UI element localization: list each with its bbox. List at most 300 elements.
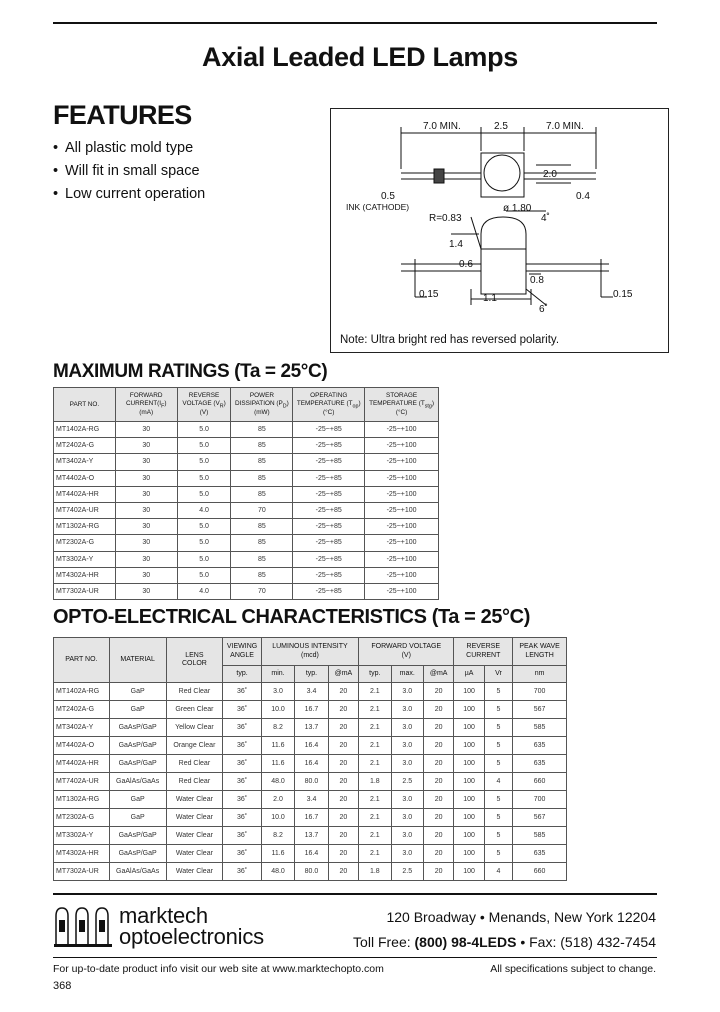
value-cell: GaAsP/GaP <box>109 755 166 773</box>
value-cell: 30 <box>115 438 177 454</box>
ratings-heading: MAXIMUM RATINGS (Ta = 25°C) <box>53 361 328 382</box>
value-cell: 30 <box>115 422 177 438</box>
value-cell: -25~+100 <box>365 567 439 583</box>
value-cell: 20 <box>423 755 453 773</box>
toll-free-number: (800) 98-4LEDS <box>414 934 517 950</box>
value-cell: 2.1 <box>359 827 391 845</box>
opto-row <box>54 701 567 719</box>
value-cell: 48.0 <box>261 773 294 791</box>
dim-label: 0.4 <box>576 191 590 202</box>
value-cell: Red Clear <box>166 683 223 701</box>
value-cell: -25~+85 <box>293 422 365 438</box>
value-cell: 2.1 <box>359 701 391 719</box>
part-number-cell: MT4302A-HR <box>54 567 116 583</box>
value-cell: -25~+100 <box>365 583 439 599</box>
ratings-row <box>54 454 439 470</box>
value-cell: 85 <box>231 519 293 535</box>
value-cell: 8.2 <box>261 719 294 737</box>
value-cell: GaP <box>109 809 166 827</box>
value-cell: 85 <box>231 486 293 502</box>
part-number-cell: MT7302A-UR <box>54 863 110 881</box>
value-cell: 20 <box>328 719 358 737</box>
value-cell: 2.1 <box>359 791 391 809</box>
value-cell: 635 <box>513 845 567 863</box>
opto-col-material: MATERIAL <box>109 638 166 683</box>
value-cell: 1.8 <box>359 863 391 881</box>
led-dimension-drawing <box>331 109 670 354</box>
ratings-col-power: POWER DISSIPATION $(P_D)$ (mW) <box>231 388 293 422</box>
footer-rule <box>53 893 657 895</box>
value-cell: 2.1 <box>359 809 391 827</box>
company-address: 120 Broadway • Menands, New York 12204 <box>386 909 656 925</box>
value-cell: 8.2 <box>261 827 294 845</box>
opto-sub: typ. <box>359 666 391 683</box>
value-cell: 5 <box>484 827 512 845</box>
value-cell: 2.5 <box>391 773 423 791</box>
value-cell: 3.0 <box>391 755 423 773</box>
value-cell: Red Clear <box>166 773 223 791</box>
part-number-cell: MT4402A-HR <box>54 486 116 502</box>
opto-sub: nm <box>513 666 567 683</box>
value-cell: 100 <box>454 683 484 701</box>
value-cell: 3.0 <box>391 845 423 863</box>
ratings-col-operating: OPERATING TEMPERATURE $(T_{op})$ (°C) <box>293 388 365 422</box>
part-number-cell: MT4402A-O <box>54 470 116 486</box>
opto-col-part: PART NO. <box>54 638 110 683</box>
value-cell: 635 <box>513 755 567 773</box>
value-cell: -25~+85 <box>293 454 365 470</box>
value-cell: Water Clear <box>166 791 223 809</box>
value-cell: 5.0 <box>177 486 231 502</box>
dim-label: 0.5 <box>381 191 395 202</box>
value-cell: 16.4 <box>295 755 328 773</box>
value-cell: 20 <box>423 791 453 809</box>
value-cell: 20 <box>423 683 453 701</box>
value-cell: 2.5 <box>391 863 423 881</box>
value-cell: 3.4 <box>295 683 328 701</box>
value-cell: 48.0 <box>261 863 294 881</box>
value-cell: 3.0 <box>391 791 423 809</box>
value-cell: GaAsP/GaP <box>109 719 166 737</box>
part-number-cell: MT7302A-UR <box>54 583 116 599</box>
ratings-col-part: PART NO. <box>54 388 116 422</box>
value-cell: 5 <box>484 719 512 737</box>
opto-col-forward: FORWARD VOLTAGE (V) <box>359 638 454 666</box>
part-number-cell: MT1302A-RG <box>54 519 116 535</box>
opto-sub: typ. <box>295 666 328 683</box>
value-cell: 635 <box>513 737 567 755</box>
dim-label: 0.8 <box>530 275 544 286</box>
value-cell: 100 <box>454 737 484 755</box>
bullet-icon: • <box>53 163 59 179</box>
opto-sub-viewing: typ. <box>223 666 262 683</box>
value-cell: 11.6 <box>261 845 294 863</box>
opto-header-row <box>54 638 567 666</box>
value-cell: 2.1 <box>359 737 391 755</box>
value-cell: -25~+85 <box>293 567 365 583</box>
feature-item: • All plastic mold type <box>53 140 194 156</box>
value-cell: 100 <box>454 719 484 737</box>
dim-label: 0.15 <box>613 289 633 300</box>
value-cell: 5.0 <box>177 551 231 567</box>
value-cell: 85 <box>231 422 293 438</box>
value-cell: GaP <box>109 683 166 701</box>
dimension-diagram <box>330 108 669 353</box>
value-cell: 10.0 <box>261 809 294 827</box>
value-cell: -25~+85 <box>293 438 365 454</box>
dim-label: 0.15 <box>419 289 439 300</box>
value-cell: Water Clear <box>166 827 223 845</box>
value-cell: 36˚ <box>223 773 262 791</box>
value-cell: 20 <box>423 809 453 827</box>
value-cell: 700 <box>513 791 567 809</box>
value-cell: 5.0 <box>177 519 231 535</box>
value-cell: 3.0 <box>261 683 294 701</box>
value-cell: 3.0 <box>391 719 423 737</box>
dim-label: 4˚ <box>541 213 550 224</box>
value-cell: 10.0 <box>261 701 294 719</box>
value-cell: 36˚ <box>223 701 262 719</box>
page-number: 368 <box>53 980 72 992</box>
value-cell: 20 <box>328 827 358 845</box>
dim-label: 0.6 <box>459 259 473 270</box>
value-cell: -25~+85 <box>293 551 365 567</box>
value-cell: 30 <box>115 519 177 535</box>
value-cell: 5 <box>484 755 512 773</box>
value-cell: 85 <box>231 567 293 583</box>
ratings-row <box>54 583 439 599</box>
value-cell: 2.1 <box>359 683 391 701</box>
dim-label: INK (CATHODE) <box>346 202 410 212</box>
value-cell: 30 <box>115 502 177 518</box>
opto-col-peak: PEAK WAVE LENGTH <box>513 638 567 666</box>
value-cell: 2.1 <box>359 845 391 863</box>
value-cell: 30 <box>115 583 177 599</box>
opto-row <box>54 719 567 737</box>
value-cell: 36˚ <box>223 719 262 737</box>
value-cell: 4 <box>484 863 512 881</box>
opto-sub: Vr <box>484 666 512 683</box>
value-cell: GaAsP/GaP <box>109 827 166 845</box>
dim-label: 6˚ <box>539 304 548 315</box>
value-cell: 16.7 <box>295 701 328 719</box>
part-number-cell: MT2302A-G <box>54 535 116 551</box>
value-cell: 20 <box>423 863 453 881</box>
value-cell: 30 <box>115 486 177 502</box>
value-cell: 5.0 <box>177 422 231 438</box>
value-cell: 85 <box>231 535 293 551</box>
value-cell: -25~+100 <box>365 551 439 567</box>
opto-sub: min. <box>261 666 294 683</box>
ratings-body <box>54 422 439 600</box>
value-cell: 30 <box>115 454 177 470</box>
value-cell: 2.1 <box>359 719 391 737</box>
value-cell: Red Clear <box>166 755 223 773</box>
value-cell: 660 <box>513 773 567 791</box>
value-cell: 2.0 <box>261 791 294 809</box>
website-note: For up-to-date product info visit our web site at www.marktechopto.com <box>53 963 384 975</box>
value-cell: 5 <box>484 737 512 755</box>
dim-label: 1.1 <box>483 293 497 304</box>
value-cell: -25~+100 <box>365 438 439 454</box>
value-cell: 36˚ <box>223 863 262 881</box>
value-cell: 3.0 <box>391 827 423 845</box>
value-cell: 585 <box>513 719 567 737</box>
part-number-cell: MT7402A-UR <box>54 773 110 791</box>
value-cell: -25~+100 <box>365 486 439 502</box>
value-cell: 85 <box>231 454 293 470</box>
ratings-row <box>54 567 439 583</box>
value-cell: 80.0 <box>295 863 328 881</box>
value-cell: 20 <box>328 809 358 827</box>
value-cell: Green Clear <box>166 701 223 719</box>
value-cell: 20 <box>328 773 358 791</box>
ratings-row <box>54 535 439 551</box>
value-cell: GaP <box>109 791 166 809</box>
value-cell: Water Clear <box>166 809 223 827</box>
opto-table <box>53 637 567 881</box>
value-cell: 3.0 <box>391 737 423 755</box>
dim-label: 2.5 <box>494 121 508 132</box>
value-cell: 36˚ <box>223 791 262 809</box>
spec-note: All specifications subject to change. <box>490 963 656 975</box>
value-cell: 4.0 <box>177 502 231 518</box>
value-cell: 5.0 <box>177 535 231 551</box>
opto-sub: @mA <box>328 666 358 683</box>
value-cell: 3.0 <box>391 809 423 827</box>
value-cell: 100 <box>454 809 484 827</box>
part-number-cell: MT2302A-G <box>54 809 110 827</box>
opto-row <box>54 683 567 701</box>
ratings-row <box>54 486 439 502</box>
value-cell: 20 <box>328 683 358 701</box>
value-cell: 20 <box>423 845 453 863</box>
value-cell: 5 <box>484 701 512 719</box>
opto-row <box>54 737 567 755</box>
ratings-row <box>54 422 439 438</box>
value-cell: 20 <box>423 737 453 755</box>
company-phones <box>353 934 656 950</box>
part-number-cell: MT3402A-Y <box>54 719 110 737</box>
value-cell: Water Clear <box>166 863 223 881</box>
bottom-rule <box>53 957 657 958</box>
opto-sub: µA <box>454 666 484 683</box>
part-number-cell: MT2402A-G <box>54 701 110 719</box>
value-cell: -25~+85 <box>293 470 365 486</box>
value-cell: -25~+100 <box>365 454 439 470</box>
value-cell: 4.0 <box>177 583 231 599</box>
value-cell: -25~+85 <box>293 502 365 518</box>
opto-body <box>54 683 567 881</box>
value-cell: GaAsP/GaP <box>109 845 166 863</box>
company-name: marktech optoelectronics <box>119 903 264 949</box>
value-cell: 70 <box>231 502 293 518</box>
value-cell: -25~+100 <box>365 422 439 438</box>
value-cell: 20 <box>328 791 358 809</box>
dim-label: ø 1.80 <box>503 203 532 214</box>
value-cell: -25~+100 <box>365 535 439 551</box>
part-number-cell: MT4302A-HR <box>54 845 110 863</box>
value-cell: 30 <box>115 551 177 567</box>
dim-label: 7.0 MIN. <box>423 121 461 132</box>
value-cell: 36˚ <box>223 827 262 845</box>
part-number-cell: MT3402A-Y <box>54 454 116 470</box>
diagram-note: Note: Ultra bright red has reversed polarity. <box>340 334 560 346</box>
dim-label: R=0.83 <box>429 213 462 224</box>
value-cell: 20 <box>328 701 358 719</box>
ratings-row <box>54 502 439 518</box>
part-number-cell: MT7402A-UR <box>54 502 116 518</box>
value-cell: 100 <box>454 845 484 863</box>
dim-label: 1.4 <box>449 239 463 250</box>
value-cell: 16.4 <box>295 845 328 863</box>
value-cell: 85 <box>231 551 293 567</box>
ratings-col-forward: FORWARD $CURRENT(I_F)$ (mA) <box>115 388 177 422</box>
value-cell: 5.0 <box>177 438 231 454</box>
value-cell: 100 <box>454 827 484 845</box>
value-cell: 20 <box>423 827 453 845</box>
ratings-table <box>53 387 439 600</box>
value-cell: 3.0 <box>391 701 423 719</box>
value-cell: 16.7 <box>295 809 328 827</box>
dim-label: 7.0 MIN. <box>546 121 584 132</box>
value-cell: 36˚ <box>223 809 262 827</box>
value-cell: 20 <box>423 719 453 737</box>
value-cell: 85 <box>231 470 293 486</box>
opto-sub: max. <box>391 666 423 683</box>
value-cell: 5 <box>484 791 512 809</box>
value-cell: 36˚ <box>223 737 262 755</box>
part-number-cell: MT4402A-HR <box>54 755 110 773</box>
features-heading: FEATURES <box>53 100 192 130</box>
value-cell: 36˚ <box>223 845 262 863</box>
top-rule <box>53 22 657 24</box>
opto-sub: @mA <box>423 666 453 683</box>
opto-col-luminous: LUMINOUS INTENSITY (mcd) <box>261 638 358 666</box>
toll-free-label: Toll Free: <box>353 934 411 950</box>
value-cell: -25~+85 <box>293 583 365 599</box>
value-cell: GaAlAs/GaAs <box>109 773 166 791</box>
value-cell: 20 <box>328 863 358 881</box>
opto-row <box>54 773 567 791</box>
part-number-cell: MT3302A-Y <box>54 551 116 567</box>
features-list <box>53 139 205 208</box>
ratings-row <box>54 438 439 454</box>
led-logo-icon <box>53 906 113 950</box>
value-cell: 13.7 <box>295 827 328 845</box>
value-cell: 20 <box>423 773 453 791</box>
value-cell: 5 <box>484 809 512 827</box>
ratings-row <box>54 470 439 486</box>
value-cell: -25~+100 <box>365 502 439 518</box>
value-cell: 2.1 <box>359 755 391 773</box>
opto-col-reverse: REVERSE CURRENT <box>454 638 513 666</box>
value-cell: -25~+85 <box>293 519 365 535</box>
value-cell: -25~+85 <box>293 486 365 502</box>
page-title: Axial Leaded LED Lamps <box>202 42 518 72</box>
feature-item: • Will fit in small space <box>53 163 200 179</box>
value-cell: 660 <box>513 863 567 881</box>
value-cell: GaP <box>109 701 166 719</box>
value-cell: 1.8 <box>359 773 391 791</box>
value-cell: 5.0 <box>177 470 231 486</box>
value-cell: 5 <box>484 683 512 701</box>
opto-col-lens: LENS COLOR <box>166 638 223 683</box>
part-number-cell: MT2402A-G <box>54 438 116 454</box>
opto-row <box>54 755 567 773</box>
value-cell: 20 <box>328 737 358 755</box>
feature-item: • Low current operation <box>53 186 206 202</box>
part-number-cell: MT1302A-RG <box>54 791 110 809</box>
value-cell: -25~+85 <box>293 535 365 551</box>
value-cell: 20 <box>328 755 358 773</box>
value-cell: GaAsP/GaP <box>109 737 166 755</box>
value-cell: 36˚ <box>223 683 262 701</box>
value-cell: 11.6 <box>261 737 294 755</box>
value-cell: 20 <box>423 701 453 719</box>
opto-row <box>54 791 567 809</box>
value-cell: 36˚ <box>223 755 262 773</box>
opto-col-viewing: VIEWING ANGLE <box>223 638 262 666</box>
value-cell: Water Clear <box>166 845 223 863</box>
value-cell: GaAlAs/GaAs <box>109 863 166 881</box>
value-cell: 100 <box>454 791 484 809</box>
fax-number: • Fax: (518) 432-7454 <box>520 934 656 950</box>
opto-row <box>54 863 567 881</box>
value-cell: 5.0 <box>177 454 231 470</box>
opto-heading: OPTO-ELECTRICAL CHARACTERISTICS (Ta = 25°C) <box>53 606 530 628</box>
dim-label: 2.0 <box>543 169 557 180</box>
value-cell: 70 <box>231 583 293 599</box>
ratings-row <box>54 519 439 535</box>
company-logo <box>53 903 333 953</box>
ratings-header-row <box>54 388 439 422</box>
part-number-cell: MT1402A-RG <box>54 422 116 438</box>
part-number-cell: MT1402A-RG <box>54 683 110 701</box>
value-cell: 16.4 <box>295 737 328 755</box>
value-cell: 700 <box>513 683 567 701</box>
value-cell: Orange Clear <box>166 737 223 755</box>
value-cell: 13.7 <box>295 719 328 737</box>
ratings-row <box>54 551 439 567</box>
ratings-col-storage: STORAGE TEMPERATURE $(T_{stg})$ (°C) <box>365 388 439 422</box>
value-cell: 4 <box>484 773 512 791</box>
value-cell: 85 <box>231 438 293 454</box>
value-cell: -25~+100 <box>365 470 439 486</box>
value-cell: 11.6 <box>261 755 294 773</box>
value-cell: 30 <box>115 535 177 551</box>
value-cell: 5 <box>484 845 512 863</box>
opto-row <box>54 845 567 863</box>
opto-row <box>54 809 567 827</box>
value-cell: 5.0 <box>177 567 231 583</box>
value-cell: 100 <box>454 773 484 791</box>
value-cell: 100 <box>454 863 484 881</box>
value-cell: 100 <box>454 701 484 719</box>
value-cell: 3.0 <box>391 683 423 701</box>
value-cell: 20 <box>328 845 358 863</box>
value-cell: 100 <box>454 755 484 773</box>
value-cell: 3.4 <box>295 791 328 809</box>
value-cell: 585 <box>513 827 567 845</box>
value-cell: 567 <box>513 701 567 719</box>
part-number-cell: MT4402A-O <box>54 737 110 755</box>
bullet-icon: • <box>53 140 59 156</box>
value-cell: 567 <box>513 809 567 827</box>
value-cell: Yellow Clear <box>166 719 223 737</box>
value-cell: 80.0 <box>295 773 328 791</box>
opto-row <box>54 827 567 845</box>
